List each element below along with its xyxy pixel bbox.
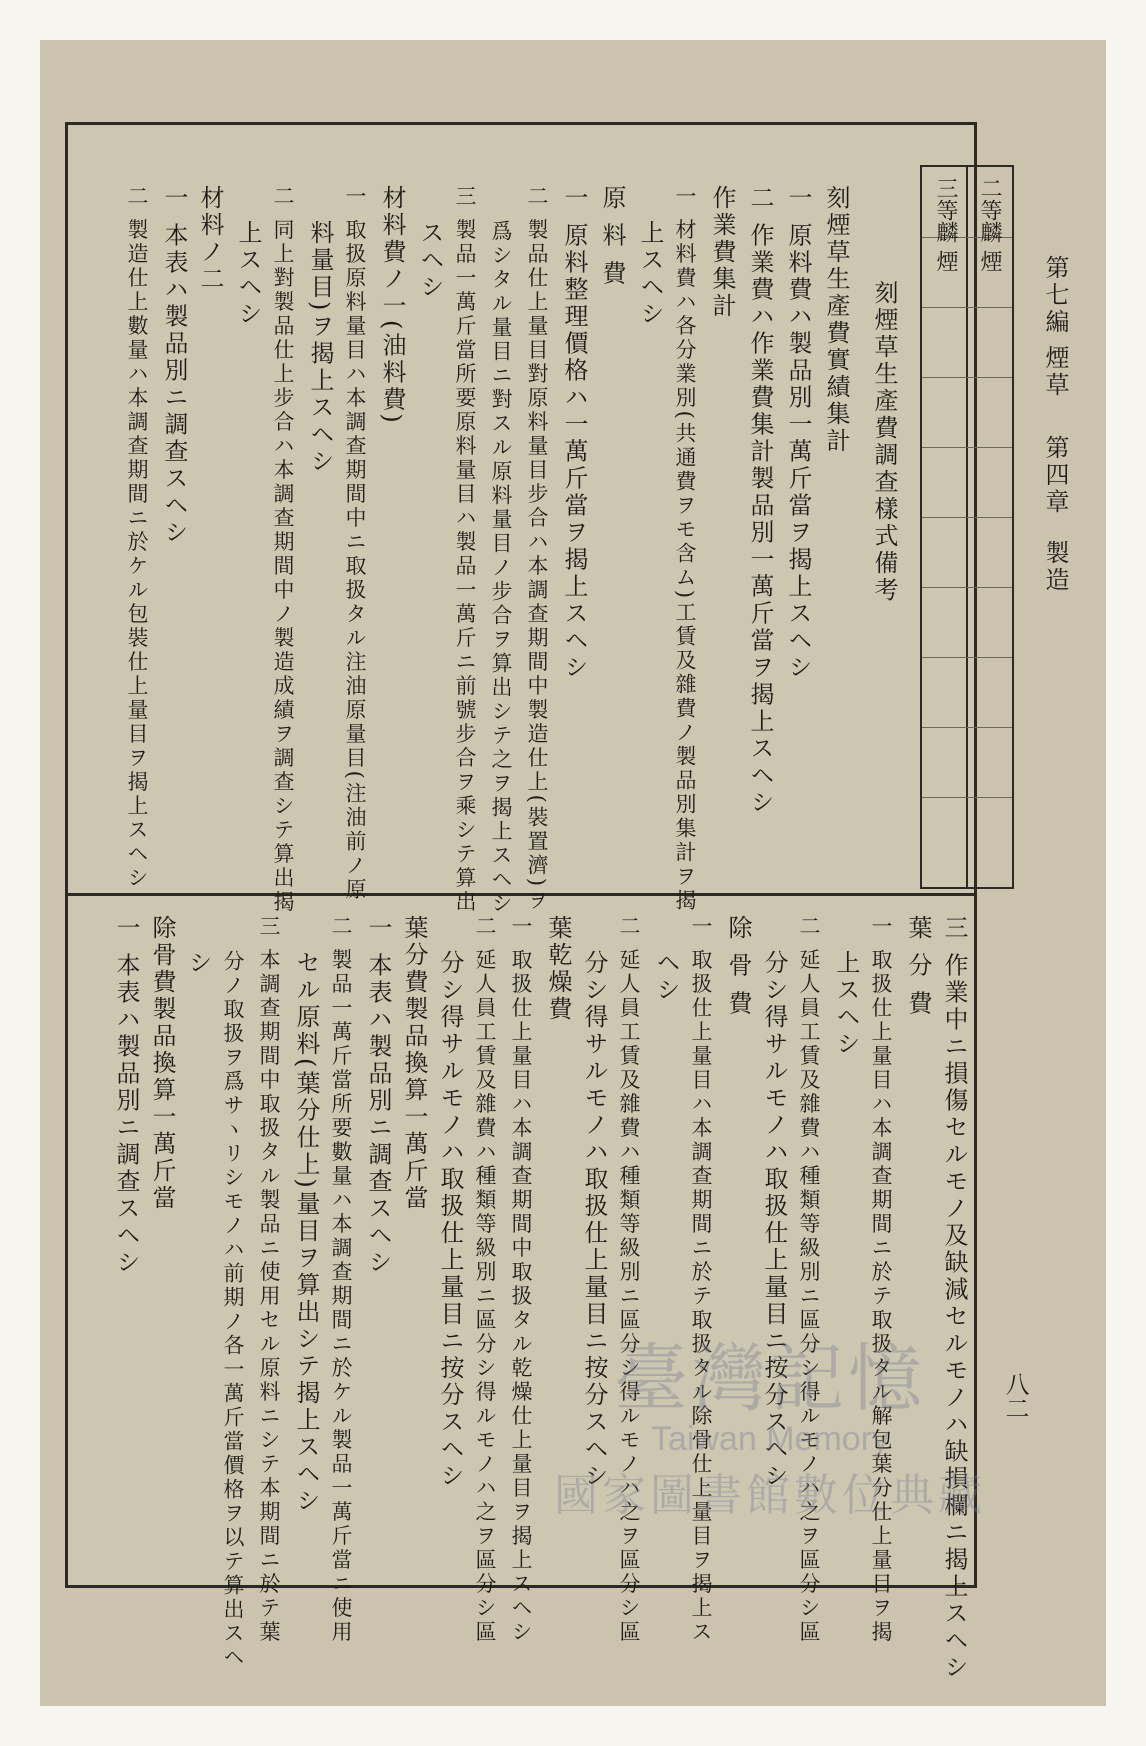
page-number: 八二 xyxy=(1001,1372,1029,1420)
text-column: 三 本調查期間中取扱タル製品ニ使用セル原料ニシテ本期間ニ於テ葉 xyxy=(257,915,281,1645)
header-volume: 第七編 xyxy=(1041,255,1069,336)
table-rule xyxy=(922,587,1012,588)
text-column: 刻煙草生產費實績集計 xyxy=(822,185,850,455)
text-column: 一 原料費ハ製品別一萬斤當ヲ揭上スヘシ xyxy=(784,185,812,682)
watermark-title: 臺灣記憶 xyxy=(614,1336,926,1422)
header-section: 煙草 xyxy=(1041,345,1069,399)
header-topic: 製造 xyxy=(1041,540,1069,594)
archive-watermark xyxy=(520,1320,1020,1523)
text-column: 爲シタル量目ニ對スル原料量目ノ步合ヲ算出シテ之ヲ揭上スヘシ xyxy=(489,220,513,916)
text-column: 一 本表ハ製品別ニ調查スヘシ xyxy=(364,915,392,1277)
text-column: 二 同上對製品仕上步合ハ本調查期間中ノ製造成績ヲ調查シテ算出揭 xyxy=(271,185,295,915)
grade-table xyxy=(920,165,1014,889)
text-column: 二 延人員工賃及雜費ハ種類等級別ニ區分シ得ルモノハ之ヲ區分シ區 xyxy=(797,915,821,1645)
text-column: 一 取扱原料量目ハ本調查期間中ニ取扱タル注油原量目(注油前ノ原 xyxy=(343,185,367,902)
text-column: 材料ノ二 xyxy=(196,185,224,293)
watermark-institution: 國家圖書館數位典藏 xyxy=(554,1470,986,1521)
text-column: 二 製品一萬斤當所要數量ハ本調查期間ニ於ケル製品一萬斤當ニ使用 xyxy=(329,915,353,1645)
text-column: 除 骨 費 xyxy=(724,915,752,1018)
text-column: 葉分費製品換算一萬斤當 xyxy=(400,915,428,1212)
text-column: 刻煙草生產費調查樣式備考 xyxy=(870,280,898,604)
text-column: 二 製品仕上量目對原料量目步合ハ本調查期間中製造仕上(裝置濟)ヲ xyxy=(525,185,549,914)
text-column: 一 材料費ハ各分業別(共通費ヲモ含ム)工賃及雜費ノ製品別集計ヲ揭 xyxy=(673,185,697,914)
text-column: スヘシ xyxy=(416,220,444,301)
text-column: 一 取扱仕上量目ハ本調查期間ニ於テ取扱タル解包葉分仕上量目ヲ揭 xyxy=(869,915,893,1645)
table-row-grade-2: 二等麟 煙 xyxy=(977,177,1002,272)
text-column: 分ノ取扱ヲ爲サヽリシモノハ前期ノ各一萬斤當價格ヲ以テ算出スヘ xyxy=(221,950,245,1670)
text-column: 作業費集計 xyxy=(708,185,736,320)
text-column: 原 料 費 xyxy=(598,185,626,288)
text-column: 三 製品一萬斤當所要原料量目ハ製品一萬斤ニ前號步合ヲ乘シテ算出 xyxy=(453,185,477,915)
table-divider xyxy=(966,167,968,887)
text-column: 材料費ノ一(油料費) xyxy=(378,185,406,426)
table-rule xyxy=(922,797,1012,798)
text-column: 一 本表ハ製品別ニ調查スヘシ xyxy=(160,185,188,547)
text-column: 上スヘシ xyxy=(832,950,860,1058)
text-column: 料量目)ヲ揭上スヘシ xyxy=(306,220,334,476)
table-rule xyxy=(922,377,1012,378)
text-column: 一 取扱仕上量目ハ本調查期間中取扱タル乾燥仕上量目ヲ揭上スヘシ xyxy=(509,915,533,1645)
text-column: 二 製造仕上數量ハ本調查期間ニ於ケル包裝仕上量目ヲ揭上スヘシ xyxy=(125,185,149,891)
text-column: 一 取扱仕上量目ハ本調查期間ニ於テ取扱タル除骨仕上量目ヲ揭上ス xyxy=(689,915,713,1645)
text-column: ヘシ xyxy=(652,950,680,1004)
table-rule xyxy=(922,307,1012,308)
table-row-grade-3: 三等麟 煙 xyxy=(933,177,958,272)
text-column: 一 本表ハ製品別ニ調查スヘシ xyxy=(112,915,140,1277)
frame-divider xyxy=(65,893,977,896)
header-chapter: 第四章 xyxy=(1041,435,1069,516)
watermark-subtitle: Taiwan Memory xyxy=(650,1420,890,1458)
table-rule xyxy=(922,447,1012,448)
text-column: 分シ得サルモノハ取扱仕上量目ニ按分スヘシ xyxy=(580,950,608,1490)
text-column: 二 延人員工賃及雜費ハ種類等級別ニ區分シ得ルモノハ之ヲ區分シ區 xyxy=(473,915,497,1645)
text-column: シ xyxy=(184,950,212,977)
text-column: 上スヘシ xyxy=(234,220,262,328)
text-column: 分シ得サルモノハ取扱仕上量目ニ按分スヘシ xyxy=(436,950,464,1490)
text-column: 三 作業中ニ損傷セルモノ及缺減セルモノハ缺損欄ニ揭上スヘシ xyxy=(940,915,968,1682)
text-column: 一 原料整理價格ハ一萬斤當ヲ揭上スヘシ xyxy=(560,185,588,682)
text-column: セル原料(葉分仕上)量目ヲ算出シテ揭上スヘシ xyxy=(292,950,320,1515)
table-rule xyxy=(922,657,1012,658)
text-column: 分シ得サルモノハ取扱仕上量目ニ按分スヘシ xyxy=(760,950,788,1490)
table-rule xyxy=(922,727,1012,728)
text-column: 葉乾燥費 xyxy=(544,915,572,1023)
text-column: 葉 分 費 xyxy=(904,915,932,1018)
text-column: 除骨費製品換算一萬斤當 xyxy=(148,915,176,1212)
text-column: 二 作業費ハ作業費集計製品別一萬斤當ヲ揭上スヘシ xyxy=(746,185,774,817)
text-column: 二 延人員工賃及雜費ハ種類等級別ニ區分シ得ルモノハ之ヲ區分シ區 xyxy=(617,915,641,1645)
text-column: 上スヘシ xyxy=(636,220,664,328)
table-rule xyxy=(922,517,1012,518)
